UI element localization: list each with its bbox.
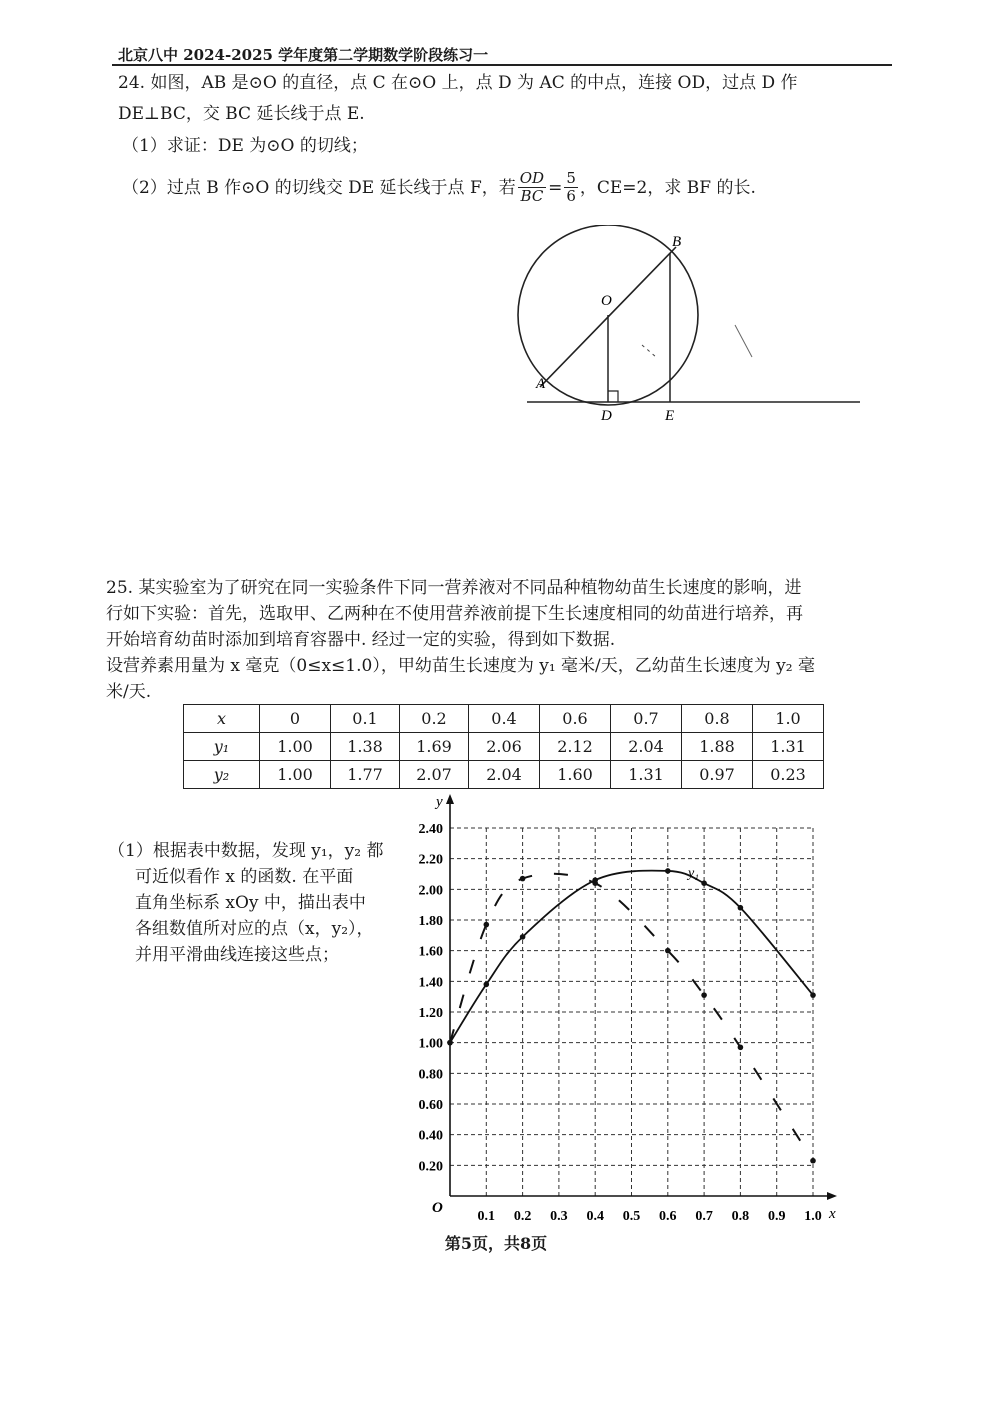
x-tick-label: 0.4 (586, 1209, 604, 1224)
x-tick-label: 1.0 (804, 1209, 822, 1224)
x-tick-label: 0.8 (731, 1209, 750, 1224)
table-cell: 2.04 (469, 761, 540, 789)
y2-data-point (701, 992, 707, 998)
y1-data-point (484, 982, 490, 988)
fraction-denominator: 6 (566, 187, 576, 205)
table-cell: 2.12 (540, 733, 611, 761)
q25-part1-line: 各组数值所对应的点（x，y₂）， (135, 919, 374, 939)
table-cell: 2.04 (611, 733, 682, 761)
y-tick-label: 0.60 (418, 1098, 443, 1113)
q25-part1-line: 可近似看作 x 的函数. 在平面 (135, 867, 354, 887)
table-cell: 0 (260, 705, 331, 733)
table-cell: 1.00 (260, 733, 331, 761)
table-cell: 1.69 (400, 733, 469, 761)
q25-part1-line: （1）根据表中数据，发现 y₁，y₂ 都 (108, 841, 384, 861)
q25-part1-line: 并用平滑曲线连接这些点； (135, 945, 339, 965)
table-cell: 1.00 (260, 761, 331, 789)
y1-data-point (810, 992, 816, 998)
y-tick-label: 1.60 (418, 944, 443, 960)
x-tick-label: 0.7 (695, 1209, 713, 1224)
table-cell: 2.06 (469, 733, 540, 761)
q25-line5: 米/天. (106, 682, 152, 702)
x-tick-label: 0.3 (550, 1209, 568, 1224)
label-o: O (601, 293, 612, 309)
y1-data-point (738, 905, 744, 911)
table-cell: 2.07 (400, 761, 469, 789)
q25-line3: 开始培育幼苗时添加到培育容器中. 经过一定的实验，得到如下数据. (106, 630, 616, 650)
label-a: A (536, 376, 546, 392)
fraction-numerator: 5 (566, 169, 576, 187)
table-cell: 0.97 (682, 761, 753, 789)
table-cell: 0.23 (753, 761, 824, 789)
table-cell: 1.31 (753, 733, 824, 761)
q25-line2: 行如下实验：首先，选取甲、乙两种在不使用营养液前提下生长速度相同的幼苗进行培养，再 (106, 604, 803, 624)
y-tick-label: 1.80 (418, 914, 443, 929)
table-cell: 0.1 (331, 705, 400, 733)
table-cell: 1.31 (611, 761, 682, 789)
table-cell: 0.7 (611, 705, 682, 733)
page-header: 北京八中 2024-2025 学年度第二学期数学阶段练习一 (118, 46, 489, 64)
y-tick-label: 1.00 (418, 1036, 443, 1052)
label-e: E (665, 408, 675, 424)
table-cell: 1.38 (331, 733, 400, 761)
y-axis-arrow (446, 794, 454, 804)
page-footer: 第5页，共8页 (444, 1234, 548, 1253)
table-cell: y₂ (184, 761, 260, 789)
y2-data-point (738, 1044, 744, 1050)
table-cell: 0.8 (682, 705, 753, 733)
q24-part2-text-b: ，CE=2，求 BF 的长. (579, 177, 756, 198)
fraction-denominator: BC (520, 187, 544, 205)
table-cell: 1.0 (753, 705, 824, 733)
q24-part1: （1）求证：DE 为⊙O 的切线； (122, 136, 368, 156)
q25-part1-line: 直角坐标系 xOy 中，描出表中 (135, 893, 366, 913)
fraction-numerator: OD (519, 169, 545, 187)
y1-data-point (520, 934, 526, 940)
y-tick-label: 0.80 (418, 1067, 443, 1083)
table-cell: 1.60 (540, 761, 611, 789)
y-axis-label: y (436, 794, 443, 810)
y-tick-label: 2.00 (418, 883, 443, 899)
x-tick-label: 0.6 (659, 1209, 677, 1224)
y2-data-point (810, 1158, 816, 1164)
label-b: B (672, 234, 682, 250)
y2-data-point (447, 1040, 453, 1046)
origin-label: O (432, 1200, 443, 1216)
x-tick-label: 0.1 (477, 1209, 496, 1224)
label-d: D (601, 408, 612, 424)
x-tick-label: 0.9 (767, 1209, 786, 1224)
series-label-y1: y₁ (687, 865, 700, 881)
x-tick-label: 0.2 (513, 1209, 532, 1224)
table-cell: 0.6 (540, 705, 611, 733)
x-axis-label: x (829, 1206, 836, 1222)
y2-data-point (484, 922, 490, 928)
x-axis-arrow (827, 1192, 837, 1200)
q25-line4: 设营养素用量为 x 毫克（0≤x≤1.0），甲幼苗生长速度为 y₁ 毫米/天，乙幼苗生长速度为 y₂ 毫 (106, 656, 816, 676)
y-tick-label: 1.20 (418, 1006, 443, 1021)
y2-data-point (592, 880, 598, 886)
q25-line1: 25. 某实验室为了研究在同一实验条件下同一营养液对不同品种植物幼苗生长速度的影响，进 (106, 578, 802, 598)
y1-data-point (701, 880, 707, 886)
y-tick-label: 0.40 (418, 1128, 443, 1144)
y-tick-label: 0.20 (418, 1159, 443, 1175)
y1-data-point (665, 868, 671, 874)
q24-part2-text-a: （2）过点 B 作⊙O 的切线交 DE 延长线于点 F，若 (122, 177, 516, 198)
table-cell: 0.2 (400, 705, 469, 733)
q24-line1: 24. 如图，AB 是⊙O 的直径，点 C 在⊙O 上，点 D 为 AC 的中点，连接 OD，过点 D 作 (118, 73, 798, 93)
table-cell: 0.4 (469, 705, 540, 733)
y2-data-point (520, 876, 526, 882)
y-tick-label: 2.20 (418, 852, 443, 868)
q24-line2: DE⊥BC，交 BC 延长线于点 E. (118, 104, 365, 124)
y2-data-point (665, 948, 671, 954)
table-cell: y₁ (184, 733, 260, 761)
y-tick-label: 2.40 (418, 822, 443, 837)
table-cell: 1.88 (682, 733, 753, 761)
table-cell: 1.77 (331, 761, 400, 789)
x-tick-label: 0.5 (622, 1209, 641, 1224)
equals-sign: = (548, 177, 563, 198)
table-cell: x (184, 705, 260, 733)
y-tick-label: 1.40 (418, 975, 443, 991)
